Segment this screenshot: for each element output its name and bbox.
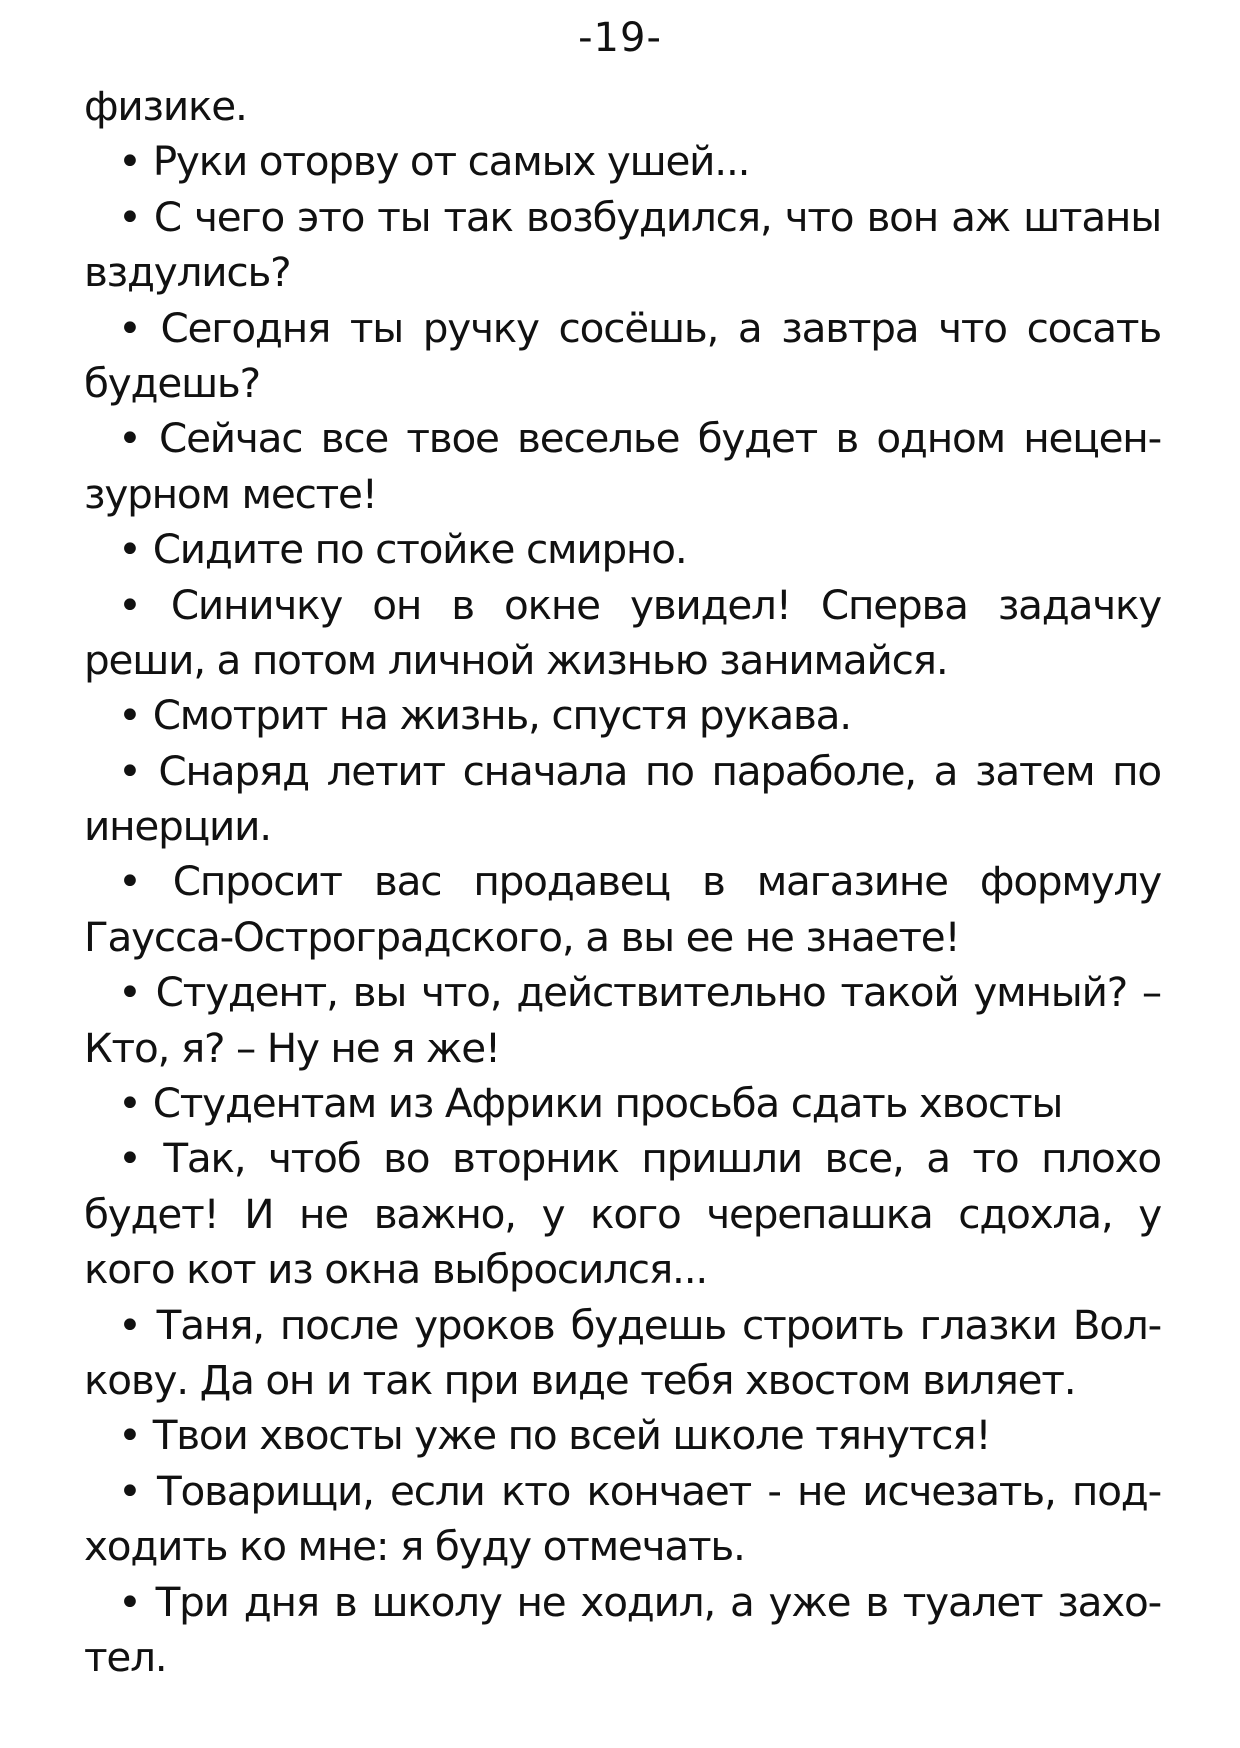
bullet-icon: • (118, 1577, 141, 1626)
text-line (84, 79, 1161, 134)
line-text: кову. Да он и так при виде тебя хвостом виляет. (84, 1355, 1076, 1404)
line-text: Три дня в школу не ходил, а уже в туалет захо- (155, 1577, 1161, 1626)
line-text: зурном месте! (84, 469, 377, 518)
text-line (84, 467, 1161, 522)
bullet-icon: • (118, 192, 141, 241)
line-text: Сейчас все твое веселье будет в одном нецен- (159, 414, 1161, 463)
bullet-line (84, 301, 1161, 356)
bullet-line (84, 134, 1161, 189)
text-line (84, 356, 1161, 411)
line-text: Таня, после уроков будешь строить глазки Вол- (156, 1300, 1161, 1349)
text-line (84, 1519, 1161, 1574)
bullet-line (84, 1408, 1161, 1463)
bullet-line (84, 965, 1161, 1020)
bullet-line (84, 1575, 1161, 1630)
bullet-line (84, 1298, 1161, 1353)
bullet-line (84, 1076, 1161, 1131)
text-line (84, 245, 1161, 300)
text-line (84, 1630, 1161, 1685)
text-line (84, 910, 1161, 965)
line-text: ходить ко мне: я буду отмечать. (84, 1522, 745, 1571)
line-text: С чего это ты так возбудился, что вон аж штаны (153, 192, 1161, 241)
bullet-line (84, 522, 1161, 577)
line-text: Руки оторву от самых ушей... (152, 137, 750, 186)
line-text: Гаусса-Остроградского, а вы ее не знаете! (84, 912, 960, 961)
bullet-icon: • (118, 1411, 141, 1460)
text-line (84, 1242, 1161, 1297)
line-text: Твои хвосты уже по всей школе тянутся! (152, 1411, 991, 1460)
line-text: Студентам из Африки просьба сдать хвосты (152, 1079, 1063, 1128)
line-text: инерции. (84, 802, 271, 851)
line-text: реши, а потом личной жизнью занимайся. (84, 635, 948, 684)
bullet-line (84, 688, 1161, 743)
bullet-icon: • (118, 580, 141, 629)
text-body (84, 79, 1161, 1685)
bullet-line (84, 190, 1161, 245)
bullet-icon: • (118, 1466, 141, 1515)
line-text: Студент, вы что, действительно такой умный? – (155, 968, 1161, 1017)
text-line (84, 633, 1161, 688)
bullet-line (84, 854, 1161, 909)
bullet-icon: • (118, 746, 141, 795)
bullet-icon: • (118, 857, 141, 906)
text-line (84, 1021, 1161, 1076)
bullet-line (84, 1464, 1161, 1519)
line-text: Спросит вас продавец в магазине формулу (172, 857, 1161, 906)
line-text: Синичку он в окне увидел! Сперва задачку (170, 580, 1161, 629)
page-number: -19- (578, 15, 662, 61)
text-line (84, 1187, 1161, 1242)
line-text: Снаряд летит сначала по параболе, а затем по (158, 746, 1161, 795)
bullet-icon: • (118, 691, 141, 740)
bullet-icon: • (118, 137, 141, 186)
bullet-icon: • (118, 525, 141, 574)
text-line (84, 799, 1161, 854)
line-text: Товарищи, если кто кончает - не исчезать, под- (157, 1466, 1161, 1515)
bullet-icon: • (118, 968, 141, 1017)
bullet-line (84, 578, 1161, 633)
bullet-icon: • (118, 303, 141, 352)
bullet-icon: • (118, 414, 141, 463)
line-text: Сидите по стойке смирно. (152, 525, 687, 574)
line-text: вздулись? (84, 248, 291, 297)
bullet-line (84, 744, 1161, 799)
bullet-icon: • (118, 1079, 141, 1128)
line-text: тел. (84, 1632, 167, 1681)
text-line (84, 1353, 1161, 1408)
bullet-icon: • (118, 1134, 141, 1183)
line-text: кого кот из окна выбросился... (84, 1245, 708, 1294)
line-text: будет! И не важно, у кого черепашка сдохла, у (84, 1189, 1161, 1238)
line-text: физике. (84, 82, 247, 130)
line-text: Смотрит на жизнь, спустя рукава. (152, 691, 851, 740)
bullet-icon: • (118, 1300, 141, 1349)
line-text: будешь? (84, 358, 260, 407)
bullet-line (84, 1131, 1161, 1186)
line-text: Так, чтоб во вторник пришли все, а то плохо (163, 1134, 1161, 1183)
line-text: Сегодня ты ручку сосёшь, а завтра что сосать (160, 303, 1161, 352)
line-text: Кто, я? – Ну не я же! (84, 1023, 500, 1072)
bullet-line (84, 411, 1161, 466)
